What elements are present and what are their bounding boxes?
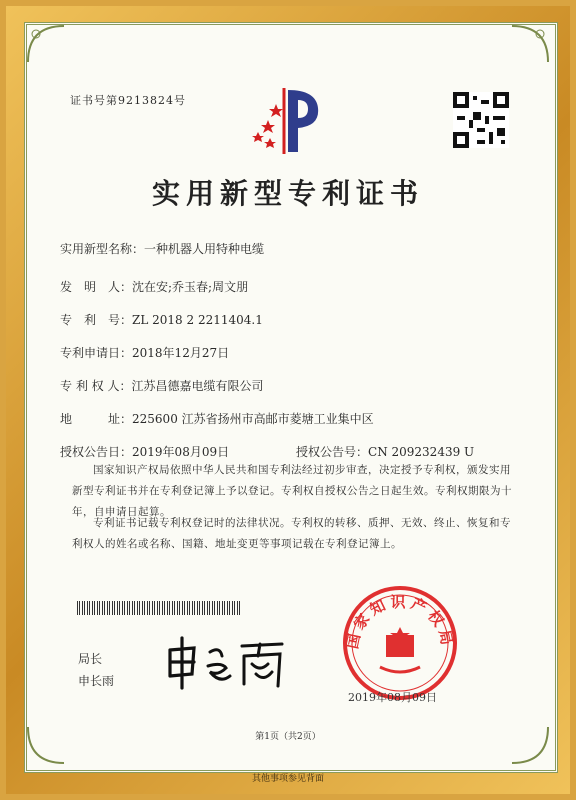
field-value: 2019年08月09日 bbox=[132, 445, 230, 459]
field-value: 沈在安;乔玉春;周文朋 bbox=[132, 280, 249, 294]
seal-date: 2019年08月09日 bbox=[348, 691, 437, 704]
field-grant-date bbox=[60, 443, 229, 460]
field-label: 发 明 人： bbox=[60, 280, 133, 294]
signature-title: 局长 bbox=[78, 652, 103, 666]
field-inventors bbox=[60, 278, 248, 295]
corner-ornament-icon bbox=[506, 721, 552, 767]
field-application-date bbox=[60, 344, 229, 361]
field-value: 2018年12月27日 bbox=[132, 346, 230, 360]
corner-ornament-icon bbox=[24, 22, 70, 68]
field-value: 江苏昌德嘉电缆有限公司 bbox=[131, 379, 264, 393]
field-label: 专 利 权 人： bbox=[60, 379, 132, 393]
corner-ornament-icon bbox=[24, 721, 70, 767]
field-label: 实用新型名称： bbox=[60, 242, 145, 256]
field-value: ZL 2018 2 2211404.1 bbox=[132, 313, 263, 327]
certificate-number: 证书号第9213824号 bbox=[70, 94, 186, 107]
back-note: 其他事项参见背面 bbox=[251, 774, 324, 784]
signature-name: 申长雨 bbox=[78, 674, 115, 688]
page-info: 第1页（共2页） bbox=[255, 732, 321, 742]
page-title: 实用新型专利证书 bbox=[151, 177, 424, 210]
field-name bbox=[60, 240, 264, 257]
official-seal-icon bbox=[340, 583, 460, 703]
svg-text:国家知识产权局: 国家知识产权局 bbox=[343, 593, 457, 651]
field-value: 225600 江苏省扬州市高邮市菱塘工业集中区 bbox=[132, 412, 374, 426]
field-patentee bbox=[60, 377, 263, 394]
field-label: 专 利 号： bbox=[60, 313, 133, 327]
field-label: 地 址： bbox=[60, 412, 133, 426]
handwritten-signature-icon bbox=[160, 632, 290, 692]
qr-code-icon bbox=[453, 92, 509, 148]
barcode-icon bbox=[77, 601, 241, 615]
patent-office-logo-icon bbox=[244, 80, 326, 162]
field-label: 授权公告号： bbox=[296, 445, 369, 459]
field-label: 授权公告日： bbox=[60, 445, 133, 459]
grant-statement-paragraph: 国家知识产权局依照中华人民共和国专利法经过初步审查，决定授予专利权，颁发实用新型专利证书并在专利登记簿上予以登记。专利权自授权公告之日起生效。专利权期限为十年，自申请日起算。 bbox=[72, 464, 512, 518]
field-patent-number bbox=[60, 311, 263, 328]
field-label: 专利申请日： bbox=[60, 346, 133, 360]
corner-ornament-icon bbox=[506, 22, 552, 68]
field-grant-number bbox=[296, 443, 474, 460]
legal-status-paragraph: 专利证书记载专利权登记时的法律状况。专利权的转移、质押、无效、终止、恢复和专利权人的姓名或名称、国籍、地址变更等事项记载在专利登记簿上。 bbox=[72, 517, 511, 550]
field-address bbox=[60, 410, 374, 427]
field-value: 一种机器人用特种电缆 bbox=[144, 242, 265, 256]
field-value: CN 209232439 U bbox=[368, 445, 475, 459]
